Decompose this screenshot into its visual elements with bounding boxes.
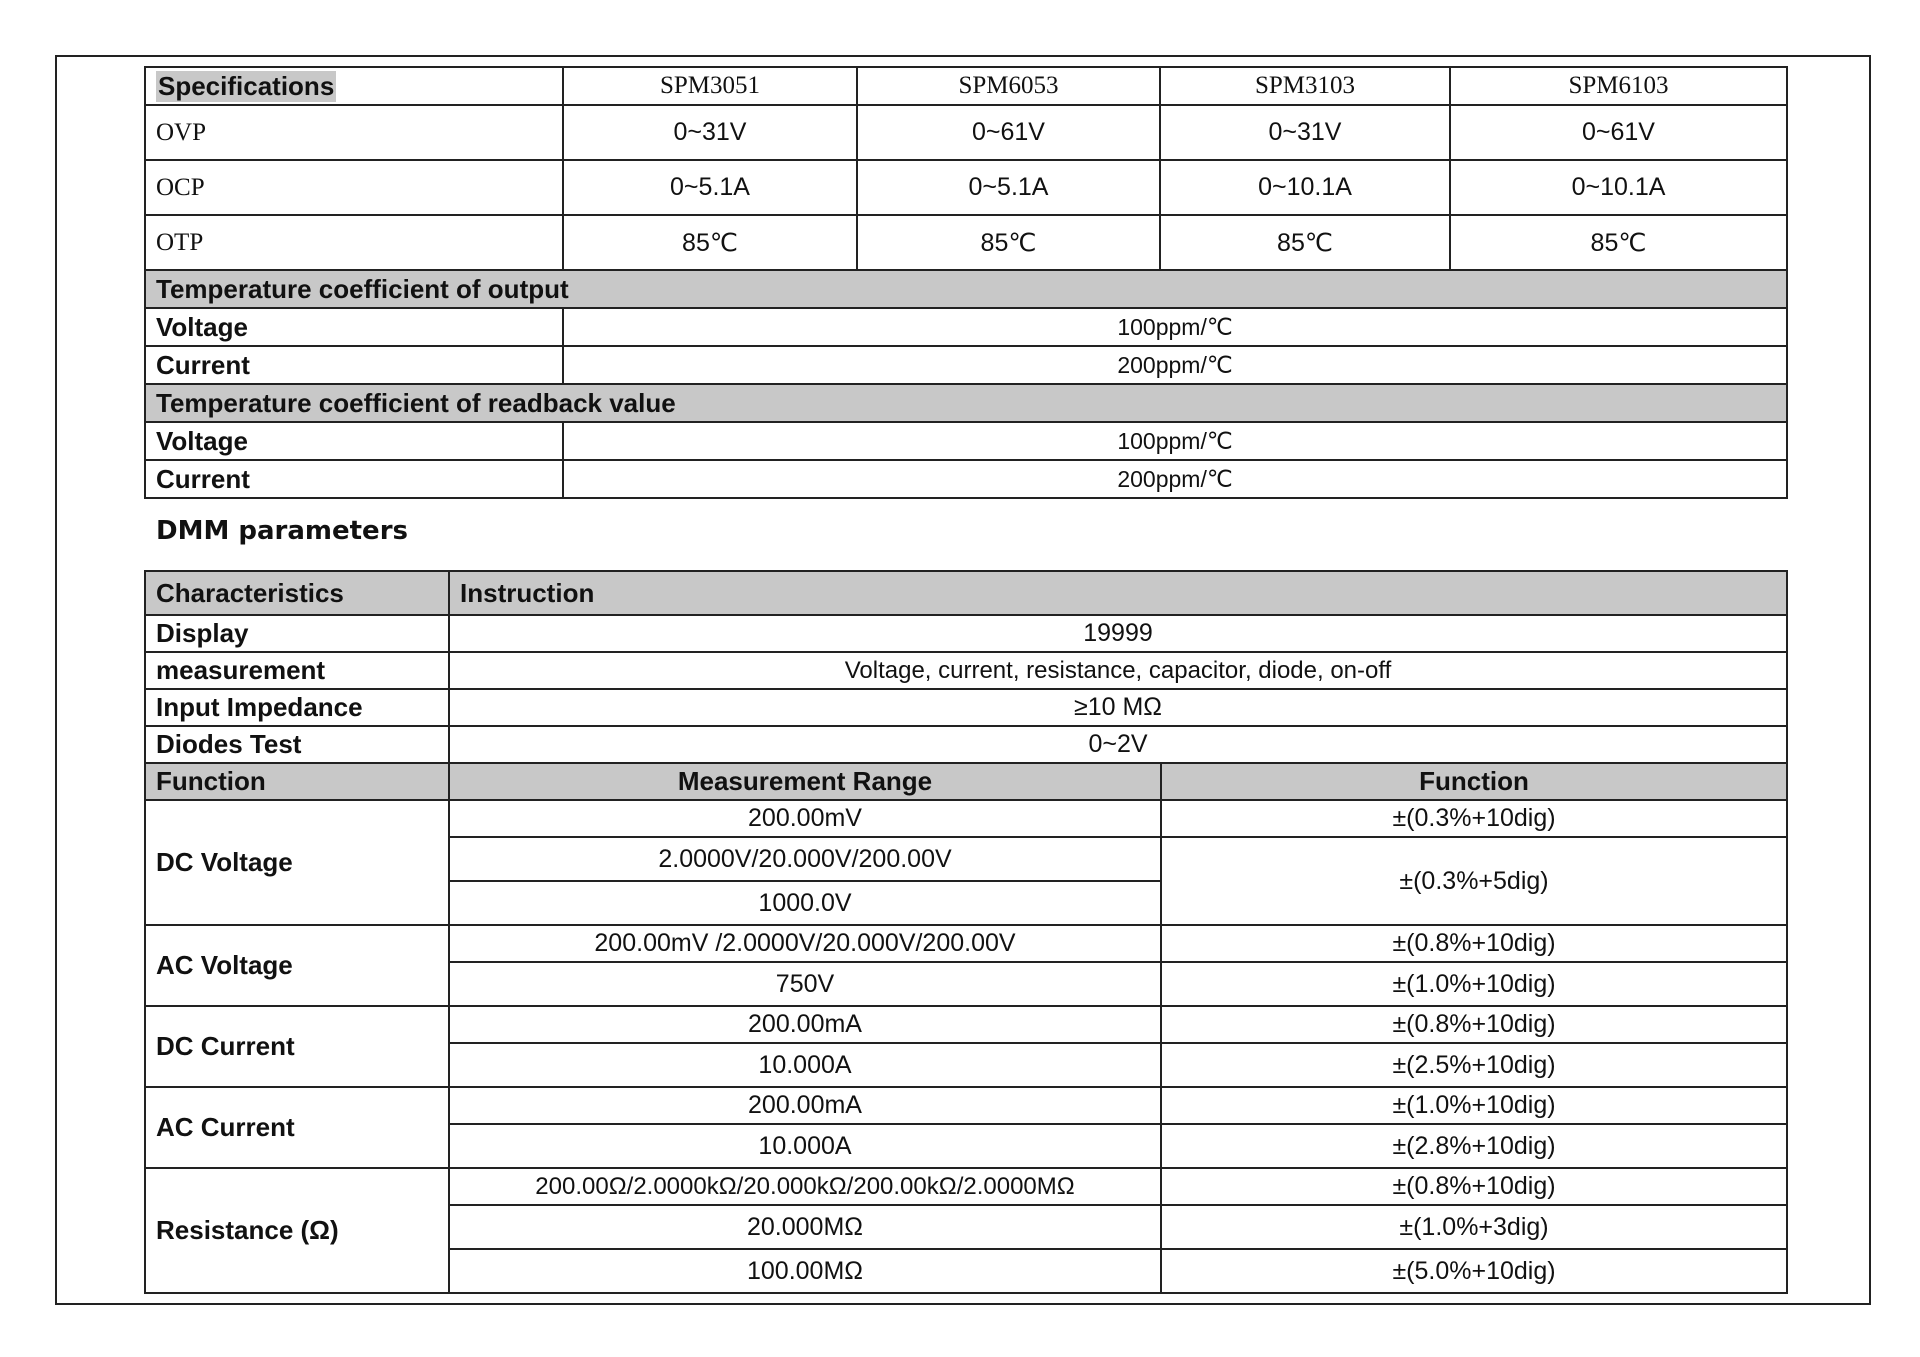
range-cell: 750V [449,962,1161,1006]
otp-row [145,215,1787,270]
ocp-value: 0~10.1A [1160,160,1450,215]
tc-readback-voltage-label: Voltage [145,422,563,460]
instruction-header: Instruction [449,571,1787,615]
model-spm3051: SPM3051 [563,67,857,105]
ocp-value: 0~10.1A [1450,160,1787,215]
tc-readback-title: Temperature coefficient of readback value [145,384,1787,422]
model-spm6103: SPM6103 [1450,67,1787,105]
otp-label: OTP [145,215,563,270]
accuracy-cell: ±(2.8%+10dig) [1161,1124,1787,1168]
tc-output-current-row [145,346,1787,384]
range-cell: 1000.0V [449,881,1161,925]
ocp-value: 0~5.1A [563,160,857,215]
ovp-value: 0~31V [1160,105,1450,160]
dc-voltage-label: DC Voltage [145,800,449,925]
specifications-label: Specifications [158,70,335,101]
input-impedance-row [145,689,1787,726]
input-impedance-value: ≥10 MΩ [449,689,1787,726]
range-cell: 10.000A [449,1043,1161,1087]
measurement-value: Voltage, current, resistance, capacitor, diode, on-off [449,652,1787,689]
accuracy-cell: ±(0.3%+10dig) [1161,800,1787,837]
tc-readback-current-label: Current [145,460,563,498]
measurement-label: measurement [145,652,449,689]
input-impedance-label: Input Impedance [145,689,449,726]
display-value: 19999 [449,615,1787,652]
accuracy-cell: ±(0.8%+10dig) [1161,925,1787,962]
ovp-value: 0~31V [563,105,857,160]
table-row [145,800,1787,837]
model-spm6053: SPM6053 [857,67,1160,105]
accuracy-cell: ±(5.0%+10dig) [1161,1249,1787,1293]
accuracy-cell: ±(0.8%+10dig) [1161,1168,1787,1205]
model-spm3103: SPM3103 [1160,67,1450,105]
tc-readback-voltage-value: 100ppm/℃ [563,422,1787,460]
dmm-header-row [145,571,1787,615]
range-cell: 200.00mV [449,800,1161,837]
accuracy-cell: ±(2.5%+10dig) [1161,1043,1787,1087]
range-cell: 200.00Ω/2.0000kΩ/20.000kΩ/200.00kΩ/2.0000MΩ [449,1168,1161,1205]
resistance-label: Resistance (Ω) [145,1168,449,1293]
accuracy-cell: ±(1.0%+10dig) [1161,962,1787,1006]
otp-value: 85℃ [857,215,1160,270]
display-row [145,615,1787,652]
ocp-row [145,160,1787,215]
range-cell: 10.000A [449,1124,1161,1168]
tc-output-current-value: 200ppm/℃ [563,346,1787,384]
function-header: Function [145,763,449,800]
accuracy-cell: ±(1.0%+3dig) [1161,1205,1787,1249]
ocp-label: OCP [145,160,563,215]
range-cell: 2.0000V/20.000V/200.00V [449,837,1161,881]
table-row [145,1006,1787,1043]
table-row [145,925,1787,962]
table-row [145,1168,1787,1205]
dc-current-label: DC Current [145,1006,449,1087]
measurement-range-header: Measurement Range [449,763,1161,800]
spec-header-cell [145,67,563,105]
tc-output-voltage-row [145,308,1787,346]
tc-readback-current-row [145,460,1787,498]
accuracy-header: Function [1161,763,1787,800]
otp-value: 85℃ [1450,215,1787,270]
function-header-row [145,763,1787,800]
display-label: Display [145,615,449,652]
measurement-row [145,652,1787,689]
table-row [145,1087,1787,1124]
range-cell: 200.00mA [449,1087,1161,1124]
specifications-table [144,66,1788,499]
dmm-table [144,570,1788,1294]
range-cell: 200.00mV /2.0000V/20.000V/200.00V [449,925,1161,962]
accuracy-cell: ±(1.0%+10dig) [1161,1087,1787,1124]
ovp-value: 0~61V [1450,105,1787,160]
characteristics-header: Characteristics [145,571,449,615]
ovp-row [145,105,1787,160]
tc-readback-current-value: 200ppm/℃ [563,460,1787,498]
ovp-value: 0~61V [857,105,1160,160]
accuracy-cell: ±(0.8%+10dig) [1161,1006,1787,1043]
diodes-test-value: 0~2V [449,726,1787,763]
tc-output-current-label: Current [145,346,563,384]
tc-readback-voltage-row [145,422,1787,460]
range-cell: 100.00MΩ [449,1249,1161,1293]
range-cell: 20.000MΩ [449,1205,1161,1249]
tc-output-header-row [145,270,1787,308]
otp-value: 85℃ [1160,215,1450,270]
diodes-test-label: Diodes Test [145,726,449,763]
ovp-label: OVP [145,105,563,160]
ocp-value: 0~5.1A [857,160,1160,215]
dmm-section-title: DMM parameters [156,516,408,546]
range-cell: 200.00mA [449,1006,1161,1043]
diodes-test-row [145,726,1787,763]
accuracy-cell: ±(0.3%+5dig) [1161,837,1787,925]
tc-output-voltage-label: Voltage [145,308,563,346]
tc-readback-header-row [145,384,1787,422]
ac-voltage-label: AC Voltage [145,925,449,1006]
ac-current-label: AC Current [145,1087,449,1168]
tc-output-voltage-value: 100ppm/℃ [563,308,1787,346]
otp-value: 85℃ [563,215,857,270]
spec-header-row [145,67,1787,105]
tc-output-title: Temperature coefficient of output [145,270,1787,308]
